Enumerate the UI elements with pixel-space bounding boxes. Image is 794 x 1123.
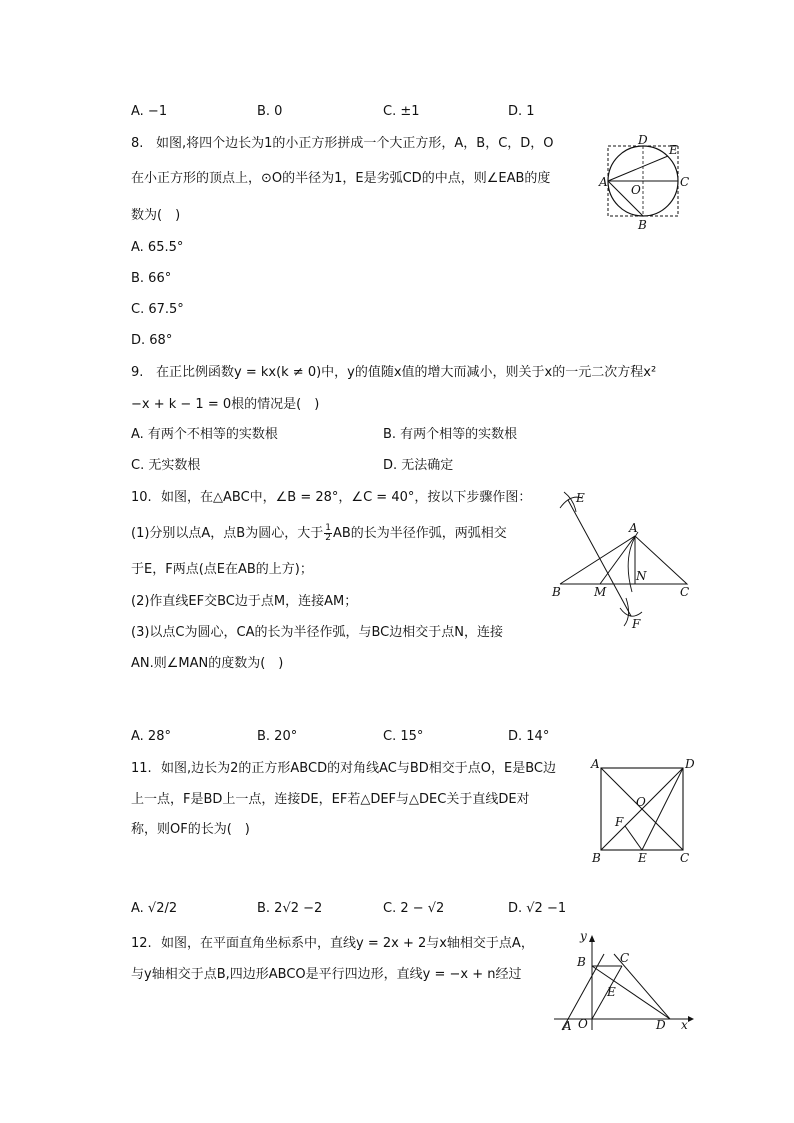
- q8-text-line2: 在小正方形的顶点上，⊙O的半径为1，E是劣弧CD的中点，则∠EAB的度: [131, 171, 551, 186]
- q8-text-line3: 数为( ): [131, 208, 181, 223]
- q11-option-c[interactable]: C. 2 − √2: [383, 901, 445, 916]
- q10-frac-den: 2: [325, 533, 331, 543]
- q9-option-a[interactable]: A. 有两个不相等的实数根: [131, 427, 278, 442]
- q12-text-line2: 与y轴相交于点B,四边形ABCO是平行四边形，直线y = −x + n经过: [131, 967, 522, 982]
- q8-label-e: E: [669, 143, 678, 157]
- q11-option-b[interactable]: B. 2√2 −2: [257, 901, 323, 916]
- q10-number: 10.: [131, 490, 152, 505]
- q10-label-f: F: [632, 617, 641, 631]
- q11-label-o: O: [636, 795, 646, 809]
- q12-label-y: y: [580, 929, 587, 943]
- q12-label-e: E: [607, 985, 616, 999]
- q10-text-line3: 于E，F两点(点E在AB的上方)；: [131, 562, 313, 577]
- q10-label-e: E: [576, 491, 585, 505]
- q8-label-a: A: [599, 175, 608, 189]
- q9-text-line1: 在正比例函数y = kx(k ≠ 0)中，y的值随x值的增大而减小，则关于x的一元二次方程x²: [156, 365, 657, 380]
- q11-text-line3: 称，则OF的长为( ): [131, 822, 250, 837]
- q12-text-line1: 如图，在平面直角坐标系中，直线y = 2x + 2与x轴相交于点A，: [161, 936, 534, 951]
- q11-text-line1: 如图,边长为2的正方形ABCD的对角线AC与BD相交于点O，E是BC边: [161, 761, 556, 776]
- q12-y-arrow: [589, 935, 595, 942]
- q11-figure: [588, 756, 698, 866]
- q10-text-line5: (3)以点C为圆心，CA的长为半径作弧，与BC边相交于点N，连接: [131, 625, 503, 640]
- q11-label-d: D: [685, 757, 695, 771]
- q8-label-c: C: [680, 175, 690, 189]
- q12-label-x: x: [681, 1018, 688, 1032]
- q12-label-o: O: [578, 1017, 588, 1031]
- q7-option-b[interactable]: B. 0: [257, 104, 283, 119]
- q12-label-a: A: [563, 1019, 572, 1033]
- q10-option-b[interactable]: B. 20°: [257, 729, 298, 744]
- q10-option-c[interactable]: C. 15°: [383, 729, 424, 744]
- q12-label-d: D: [656, 1018, 666, 1032]
- q7-option-a[interactable]: A. −1: [131, 104, 168, 119]
- q12-number: 12.: [131, 936, 152, 951]
- q11-text-line2: 上一点，F是BD上一点，连接DE，EF若△DEF与△DEC关于直线DE对: [131, 792, 530, 807]
- q8-option-a[interactable]: A. 65.5°: [131, 240, 184, 255]
- q9-number: 9.: [131, 365, 144, 380]
- q8-option-c[interactable]: C. 67.5°: [131, 302, 184, 317]
- q12-figure: [552, 929, 697, 1033]
- q10-arc-n: [628, 532, 638, 592]
- q7-option-d[interactable]: D. 1: [508, 104, 535, 119]
- q11-number: 11.: [131, 761, 152, 776]
- q10-text-line4: (2)作直线EF交BC边于点M，连接AM；: [131, 594, 358, 609]
- q10-text-line1: 如图，在△ABC中，∠B = 28°，∠C = 40°，按以下步骤作图：: [161, 490, 532, 505]
- q8-line-ae: [608, 156, 668, 181]
- q11-line-ef: [625, 826, 642, 850]
- q8-label-d: D: [638, 133, 648, 147]
- q10-label-a: A: [629, 521, 638, 535]
- q10-frac-num: 1: [325, 523, 331, 533]
- q11-option-d[interactable]: D. √2 −1: [508, 901, 567, 916]
- q9-text-line2: −x + k − 1 = 0根的情况是( ): [131, 397, 320, 412]
- q7-option-c[interactable]: C. ±1: [383, 104, 420, 119]
- q10-triangle-abc: [560, 536, 687, 584]
- q8-label-o: O: [631, 183, 641, 197]
- q11-label-b: B: [592, 851, 601, 865]
- q10-text-line6: AN.则∠MAN的度数为( ): [131, 656, 284, 671]
- q11-label-f: F: [615, 815, 624, 829]
- q11-label-a: A: [591, 757, 600, 771]
- q9-option-d[interactable]: D. 无法确定: [383, 458, 454, 473]
- q10-option-d[interactable]: D. 14°: [508, 729, 550, 744]
- q11-label-c: C: [680, 851, 690, 865]
- q10-label-c: C: [680, 585, 690, 599]
- q10-line-am: [600, 536, 635, 584]
- q12-x-arrow: [688, 1016, 694, 1022]
- q10-label-b: B: [552, 585, 561, 599]
- q9-option-c[interactable]: C. 无实数根: [131, 458, 201, 473]
- q8-number: 8.: [131, 136, 144, 151]
- q9-option-b[interactable]: B. 有两个相等的实数根: [383, 427, 518, 442]
- q8-option-d[interactable]: D. 68°: [131, 333, 173, 348]
- q10-line2-part2: AB的长为半径作弧，两弧相交: [332, 526, 507, 541]
- q11-line-de: [642, 768, 683, 850]
- q10-option-a[interactable]: A. 28°: [131, 729, 171, 744]
- q11-label-e: E: [638, 851, 647, 865]
- q10-arc-f1: [620, 608, 642, 616]
- q8-text-line1: 如图,将四个边长为1的小正方形拼成一个大正方形，A，B，C，D，O: [156, 136, 554, 151]
- q10-line2-part1: (1)分别以点A，点B为圆心，大于: [131, 526, 324, 541]
- q8-figure: [596, 134, 696, 234]
- q12-label-c: C: [620, 951, 630, 965]
- q8-option-b[interactable]: B. 66°: [131, 271, 172, 286]
- q10-label-n: N: [636, 569, 647, 583]
- q10-half-fraction: [324, 524, 332, 543]
- q10-arc-f2: [624, 598, 629, 626]
- q10-text-line2: [131, 524, 507, 543]
- q11-option-a[interactable]: A. √2/2: [131, 901, 178, 916]
- q8-label-b: B: [638, 218, 647, 232]
- q10-figure: [548, 486, 698, 634]
- q10-label-m: M: [594, 585, 607, 599]
- q12-label-b: B: [577, 955, 586, 969]
